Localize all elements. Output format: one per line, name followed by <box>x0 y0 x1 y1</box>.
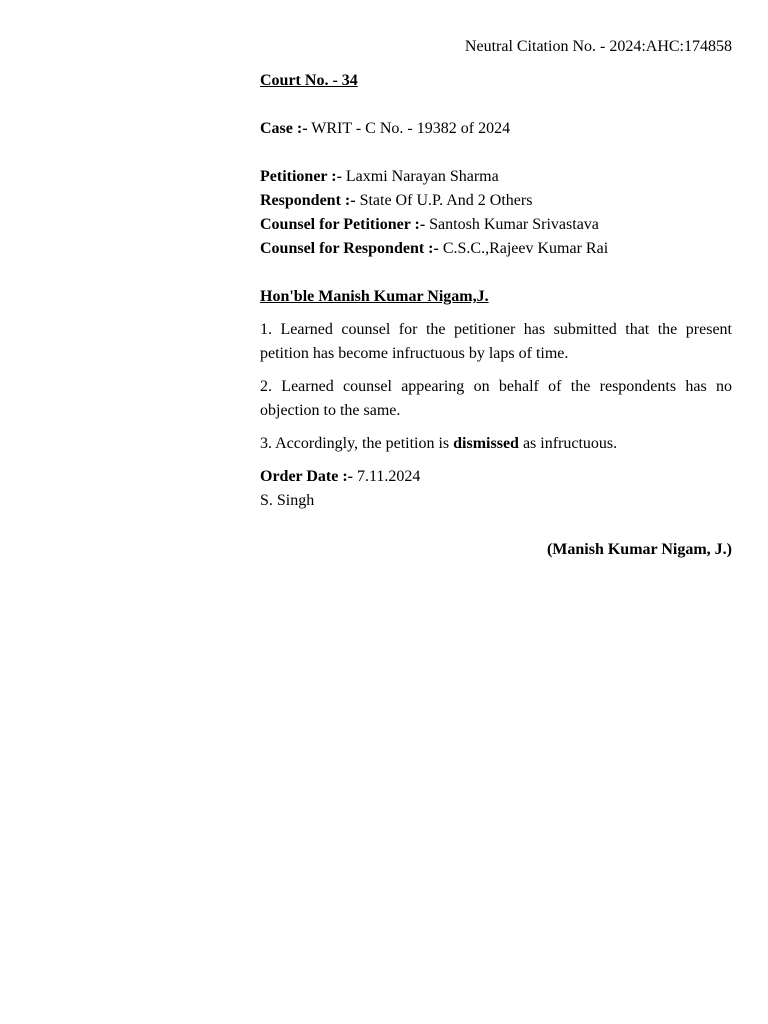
petitioner-label: Petitioner :- <box>260 168 342 185</box>
petitioner-value: Laxmi Narayan Sharma <box>345 168 499 185</box>
judge-signature: (Manish Kumar Nigam, J.) <box>546 541 732 558</box>
counsel-respondent-label: Counsel for Respondent :- <box>260 240 439 257</box>
case-value: WRIT - C No. - 19382 of 2024 <box>311 120 511 137</box>
judge-heading: Hon'ble Manish Kumar Nigam,J. <box>260 288 489 305</box>
order-date-line <box>260 465 732 489</box>
paragraph-2: 2. Learned counsel appearing on behalf of the respondents has no objection to the same. <box>260 378 732 419</box>
counsel-petitioner-label: Counsel for Petitioner :- <box>260 216 426 233</box>
counsel-petitioner-value: Santosh Kumar Srivastava <box>429 216 599 233</box>
paragraph-3-text-start: 3. Accordingly, the petition is <box>260 435 454 452</box>
case-label: Case :- <box>260 120 308 137</box>
paragraph-3-dismissed: dismissed <box>453 435 519 452</box>
neutral-citation: Neutral Citation No. - 2024:AHC:174858 <box>464 38 732 55</box>
counsel-respondent-line <box>260 237 732 261</box>
respondent-line <box>260 189 732 213</box>
paragraph-3 <box>260 432 732 456</box>
case-line <box>260 117 732 141</box>
order-date-label: Order Date :- <box>260 468 353 485</box>
counsel-respondent-value: C.S.C.,Rajeev Kumar Rai <box>442 240 609 257</box>
respondent-label: Respondent :- <box>260 192 356 209</box>
paragraph-3-text-end: as infructuous. <box>518 435 618 452</box>
respondent-value: State Of U.P. And 2 Others <box>359 192 533 209</box>
order-body <box>260 69 732 562</box>
petitioner-line <box>260 165 732 189</box>
order-date-block <box>260 465 732 513</box>
order-date-value: 7.11.2024 <box>357 468 421 485</box>
court-number: Court No. - 34 <box>260 72 358 89</box>
clerk-name: S. Singh <box>260 492 315 509</box>
parties-block <box>260 165 732 261</box>
counsel-petitioner-line <box>260 213 732 237</box>
paragraph-1: 1. Learned counsel for the petitioner has submitted that the present petition has become infructuous by laps of time. <box>260 321 732 362</box>
